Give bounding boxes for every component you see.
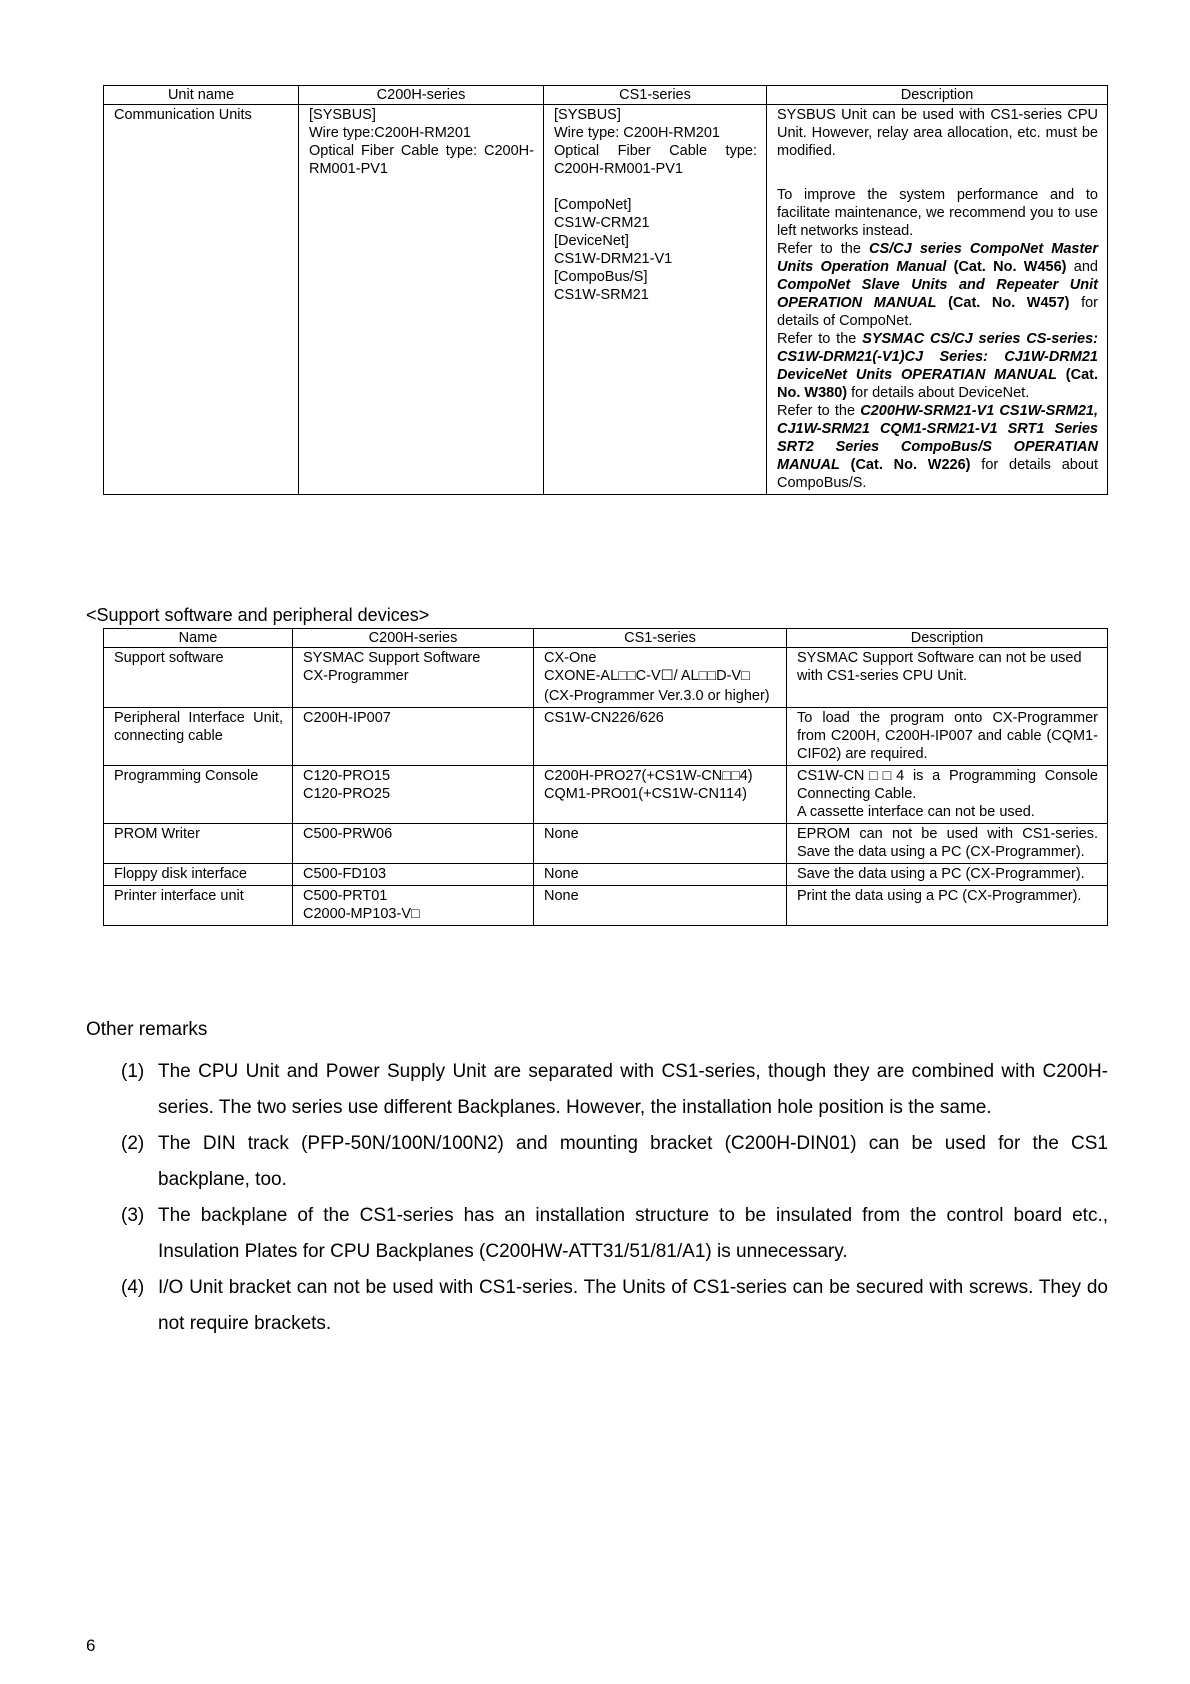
page-number: 6 [86, 1636, 96, 1655]
description-cell: SYSMAC Support Software can not be used with CS1-series CPU Unit. [787, 648, 1108, 708]
cell-line: Wire type:C200H-RM201 [309, 125, 471, 141]
item-number: (3) [121, 1205, 145, 1226]
unit-name-cell: Communication Units [104, 105, 299, 495]
description-cell [767, 105, 1108, 495]
table-row [104, 824, 1108, 864]
table-row [104, 648, 1108, 708]
description-cell: Save the data using a PC (CX-Programmer). [787, 864, 1108, 886]
cell-line: C2000-MP103-V□ [303, 906, 420, 922]
cs1-cell: None [534, 824, 787, 864]
col-header-cs1: CS1-series [534, 629, 787, 648]
remarks-list [86, 1054, 1108, 1342]
col-header-description: Description [787, 629, 1108, 648]
communication-units-table [103, 85, 1108, 495]
cell-line: CX-Programmer [303, 668, 409, 684]
c200h-cell [293, 766, 534, 824]
cell-line: CQM1-PRO01(+CS1W-CN114) [544, 786, 747, 802]
item-text: I/O Unit bracket can not be used with CS1-series. The Units of CS1-series can be secured with screws. They do not require brackets. [158, 1277, 1108, 1334]
cell-line: SYSMAC Support Software [303, 650, 481, 666]
item-number: (2) [121, 1133, 145, 1154]
cell-line: CS1W-DRM21-V1 [554, 251, 673, 267]
col-header-description: Description [767, 86, 1108, 105]
cs1-cell [534, 766, 787, 824]
cell-line: A cassette interface can not be used. [797, 804, 1035, 820]
cell-line: C200H-PRO27(+CS1W-CN□□4) [544, 768, 753, 784]
section-title: <Support software and peripheral devices> [86, 605, 430, 625]
description-cell: Print the data using a PC (CX-Programmer). [787, 886, 1108, 926]
col-header-name: Name [104, 629, 293, 648]
cell-line: CX-One [544, 650, 597, 666]
support-software-table [103, 628, 1108, 926]
list-item [86, 1126, 1108, 1198]
table-row [104, 766, 1108, 824]
cell-line: C120-PRO15 [303, 768, 391, 784]
c200h-cell: C500-PRW06 [293, 824, 534, 864]
cs1-cell: None [534, 864, 787, 886]
col-header-cs1: CS1-series [544, 86, 767, 105]
list-item [86, 1270, 1108, 1342]
table-row [104, 105, 1108, 495]
c200h-cell [293, 648, 534, 708]
cell-line: [SYSBUS] [554, 107, 621, 123]
col-header-unit-name: Unit name [104, 86, 299, 105]
item-text: The CPU Unit and Power Supply Unit are separated with CS1-series, though they are combined with C200H-series. The two series use different Backplanes. However, the installation hole position is the same. [158, 1061, 1108, 1118]
desc-recommend: To improve the system performance and to facilitate maintenance, we recommend you to use left networks instead. [777, 187, 1098, 239]
table-header-row [104, 86, 1108, 105]
description-cell: To load the program onto CX-Programmer from C200H, C200H-IP007 and cable (CQM1-CIF02) are required. [787, 708, 1108, 766]
cell-line: Optical Fiber Cable type: C200H-RM001-PV1 [309, 143, 534, 177]
table-row [104, 864, 1108, 886]
cell-line: (CX-Programmer Ver.3.0 or higher) [544, 688, 770, 704]
description-cell: EPROM can not be used with CS1-series. Save the data using a PC (CX-Programmer). [787, 824, 1108, 864]
cell-line: CS1W-CN□□4 is a Programming Console Connecting Cable. [797, 768, 1098, 802]
col-header-c200h: C200H-series [299, 86, 544, 105]
cell-line: C500-PRT01 [303, 888, 388, 904]
item-number: (4) [121, 1277, 145, 1298]
name-cell: Support software [104, 648, 293, 708]
cell-line: C120-PRO25 [303, 786, 391, 802]
cs1-cell [534, 648, 787, 708]
name-cell: Programming Console [104, 766, 293, 824]
item-number: (1) [121, 1061, 145, 1082]
name-cell: Printer interface unit [104, 886, 293, 926]
cell-line: CS1W-SRM21 [554, 287, 649, 303]
name-cell: Floppy disk interface [104, 864, 293, 886]
name-cell: PROM Writer [104, 824, 293, 864]
desc-sysbus: SYSBUS Unit can be used with CS1-series CPU Unit. However, relay area allocation, etc. must be modified. [777, 107, 1098, 159]
cell-line: [CompoNet] [554, 197, 632, 213]
description-cell [787, 766, 1108, 824]
item-text: The backplane of the CS1-series has an installation structure to be insulated from the control board etc., Insulation Plates for CPU Backplanes (C200HW-ATT31/51/81/A1) is unnecessary. [158, 1205, 1108, 1262]
name-cell: Peripheral Interface Unit, connecting cable [104, 708, 293, 766]
cell-line: CS1W-CRM21 [554, 215, 650, 231]
col-header-c200h: C200H-series [293, 629, 534, 648]
item-text: The DIN track (PFP-50N/100N/100N2) and mounting bracket (C200H-DIN01) can be used for the CS1 backplane, too. [158, 1133, 1108, 1190]
cs1-cell [544, 105, 767, 495]
cell-line: [DeviceNet] [554, 233, 629, 249]
cell-line: Wire type: C200H-RM201 [554, 125, 720, 141]
cell-line: CXONE-AL□□C-V☐/ AL□□D-V□ [544, 668, 750, 684]
table-row [104, 708, 1108, 766]
c200h-cell [293, 886, 534, 926]
list-item [86, 1054, 1108, 1126]
table-row [104, 886, 1108, 926]
desc-devicenet-ref: Refer to the SYSMAC CS/CJ series CS-series: CS1W-DRM21(-V1)CJ Series: CJ1W-DRM21 DeviceNet Units OPERATIAN MANUAL (Cat. No. W380) for details about DeviceNet. [777, 331, 1098, 401]
cell-line: Optical Fiber Cable type: C200H-RM001-PV1 [554, 143, 757, 177]
cs1-cell: None [534, 886, 787, 926]
c200h-cell [299, 105, 544, 495]
remarks-title: Other remarks [86, 1019, 208, 1040]
desc-compobus-ref: Refer to the C200HW-SRM21-V1 CS1W-SRM21, CJ1W-SRM21 CQM1-SRM21-V1 SRT1 Series SRT2 Series CompoBus/S OPERATIAN MANUAL (Cat. No. W226) for details about CompoBus/S. [777, 403, 1098, 491]
cell-line: [SYSBUS] [309, 107, 376, 123]
cs1-cell: CS1W-CN226/626 [534, 708, 787, 766]
desc-componet-ref: Refer to the CS/CJ series CompoNet Master Units Operation Manual (Cat. No. W456) and CompoNet Slave Units and Repeater Unit OPERATION MANUAL (Cat. No. W457) for details of CompoNet. [777, 241, 1098, 329]
c200h-cell: C500-FD103 [293, 864, 534, 886]
table-header-row [104, 629, 1108, 648]
c200h-cell: C200H-IP007 [293, 708, 534, 766]
cell-line: [CompoBus/S] [554, 269, 648, 285]
list-item [86, 1198, 1108, 1270]
